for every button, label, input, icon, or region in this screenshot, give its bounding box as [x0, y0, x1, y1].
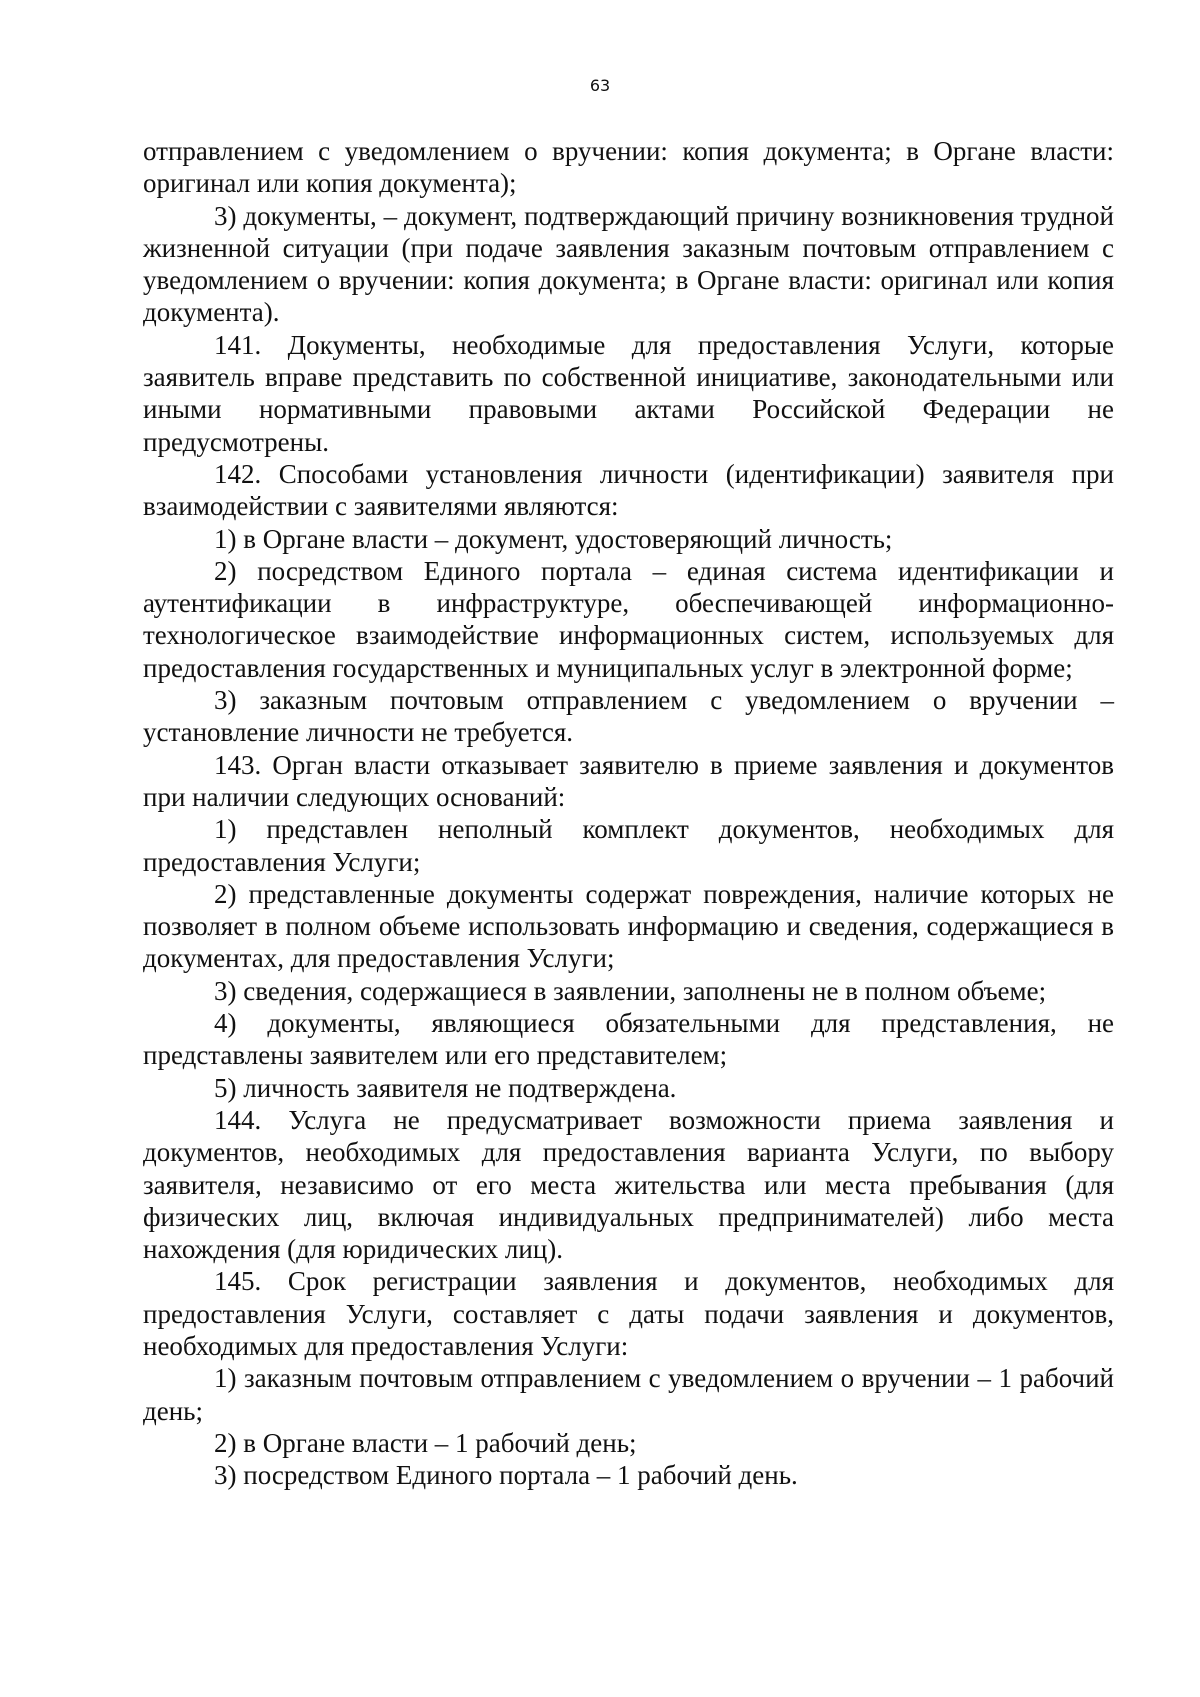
document-body: [143, 135, 1114, 1491]
clause-141: 141. Документы, необходимые для предоставления Услуги, которые заявитель вправе представить по собственной инициативе, законодательными или иными нормативными правовыми актами Российской Федерации не предусмотрены.: [143, 329, 1114, 457]
clause-143-item-1: 1) представлен неполный комплект документов, необходимых для предоставления Услуги;: [143, 814, 1114, 877]
page-number: 63: [589, 76, 611, 95]
list-item-3-documents: 3) документы, – документ, подтверждающий причину возникновения трудной жизненной ситуации (при подаче заявления заказным почтовым отправлением с уведомлением о вручении: копия документа; в Органе власти: оригинал или копия документа).: [143, 200, 1114, 328]
clause-145: 145. Срок регистрации заявления и документов, необходимых для предоставления Услуги, составляет с даты подачи заявления и документов, необходимых для предоставления Услуги:: [143, 1266, 1114, 1361]
clause-142-item-1: 1) в Органе власти – документ, удостоверяющий личность;: [214, 523, 893, 554]
clause-142-item-3: 3) заказным почтовым отправлением с уведомлением о вручении – установление личности не требуется.: [143, 685, 1114, 748]
clause-143-item-2: 2) представленные документы содержат повреждения, наличие которых не позволяет в полном объеме использовать информацию и сведения, содержащиеся в документах, для предоставления Услуги;: [143, 878, 1114, 974]
clause-145-item-1: 1) заказным почтовым отправлением с уведомлением о вручении – 1 рабочий день;: [143, 1363, 1114, 1426]
clause-145-item-2: 2) в Органе власти – 1 рабочий день;: [214, 1427, 637, 1458]
clause-143: 143. Орган власти отказывает заявителю в приеме заявления и документов при наличии следующих оснований:: [143, 749, 1114, 812]
clause-145-item-3: 3) посредством Единого портала – 1 рабочий день.: [214, 1460, 798, 1491]
clause-142-item-2: 2) посредством Единого портала – единая система идентификации и аутентификации в инфраструктуре, обеспечивающей информационно-технологическое взаимодействие информационных систем, используемых для предоставления государственных и муниципальных услуг в электронной форме;: [143, 555, 1114, 683]
clause-143-item-4: 4) документы, являющиеся обязательными для представления, не представлены заявителем или его представителем;: [143, 1008, 1114, 1071]
clause-142: 142. Способами установления личности (идентификации) заявителя при взаимодействии с заявителями являются:: [143, 458, 1114, 522]
clause-143-item-3: 3) сведения, содержащиеся в заявлении, заполнены не в полном объеме;: [214, 975, 1047, 1006]
clause-144: 144. Услуга не предусматривает возможности приема заявления и документов, необходимых для предоставления варианта Услуги, по выбору заявителя, независимо от его места жительства или места пребывания (для физических лиц, включая индивидуальных предпринимателей) либо места нахождения (для юридических лиц).: [143, 1104, 1114, 1265]
paragraph-continuation: отправлением с уведомлением о вручении: копия документа; в Органе власти: оригинал или копия документа);: [143, 136, 1114, 199]
clause-143-item-5: 5) личность заявителя не подтверждена.: [214, 1072, 677, 1103]
